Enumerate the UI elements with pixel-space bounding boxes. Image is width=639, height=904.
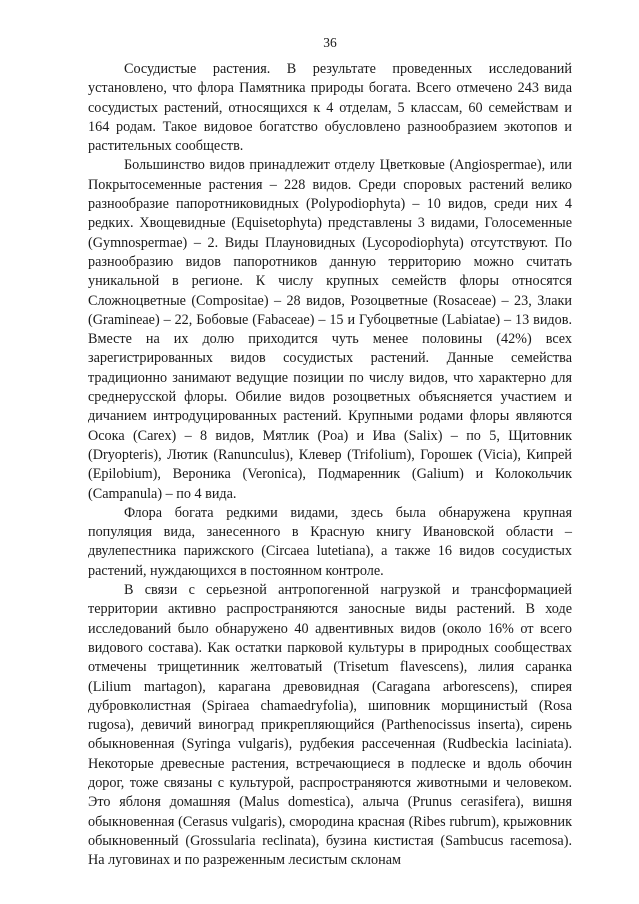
paragraph-rare-species: Флора богата редкими видами, здесь была обнаружена крупная популяция вида, занесенного в Красную книгу Ивановской области – двулепестника парижского (Circaea lutetiana), а также 16 видов сосудистых растений, нуждающихся в постоянном контроле. (88, 504, 572, 579)
paragraph-vascular-plants: Сосудистые растения. В результате проведенных исследований установлено, что флора Памятника природы богата. Всего отмечено 243 вида сосудистых растений, относящихся к 4 отделам, 5 классам, 60 семействам и 164 родам. Такое видовое богатство обусловлено разнообразием экотопов и растительных сообществ. (88, 61, 572, 155)
page-number: 36 (323, 35, 337, 50)
paragraph-flowering-plants: Большинство видов принадлежит отделу Цветковые (Angiospermae), или Покрытосеменные растения – 228 видов. Среди споровых растений велико разнообразие папоротниковидных (Polypodiophyta) – 10 видов, среди них 4 редких. Хвощевидные (Equisetophyta) представлены 3 видами, Голосеменные (Gymnospermae) – 2. Виды Плауновидных (Lycopodiophyta) отсутствуют. По разнообразию видов папоротников данную территорию можно считать уникальной в регионе. К числу крупных семейств флоры относятся Сложноцветные (Compositae) – 28 видов, Розоцветные (Rosaceae) – 23, Злаки (Gramineae) – 22, Бобовые (Fabaceae) – 15 и Губоцветные (Labiatae) – 13 видов. Вместе на их долю приходится чуть менее половины (42%) всех зарегистрированных видов сосудистых растений. Данные семейства традиционно занимают ведущие позиции по числу видов, что характерно для среднерусской флоры. Обилие видов розоцветных объясняется участием и дичанием интродуцированных растений. Крупными родами флоры являются Осока (Carex) – 8 видов, Мятлик (Poa) и Ива (Salix) – по 5, Щитовник (Dryopteris), Лютик (Ranunculus), Клевер (Trifolium), Горошек (Vicia), Кипрей (Epilobium), Вероника (Veronica), Подмаренник (Galium) и Колокольчик (Campanula) – по 4 вида. (88, 157, 572, 502)
document-page (88, 34, 572, 870)
paragraph-adventive-species: В связи с серьезной антропогенной нагрузкой и трансформацией территории активно распространяются заносные виды растений. В ходе исследований было обнаружено 40 адвентивных видов (около 16% от всего видового состава). Как остатки парковой культуры в природных сообществах отмечены трищетинник желтоватый (Trisetum flavescens), лилия саранка (Lilium martagon), карагана древовидная (Caragana arborescens), спирея дубровколистная (Spiraea chamaedryfolia), шиповник морщинистый (Rosa rugosa), девичий виноград прикрепляющийся (Parthenocissus inserta), сирень обыкновенная (Syringa vulgaris), рудбекия рассеченная (Rudbeckia laciniata). Некоторые древесные растения, встречающиеся в подлеске и вдоль обочин дорог, тоже связаны с культурой, распространяются животными и человеком. Это яблоня домашняя (Malus domestica), алыча (Prunus cerasifera), вишня обыкновенная (Cerasus vulgaris), смородина красная (Ribes rubrum), крыжовник обыкновенный (Grossularia reclinata), бузина кистистая (Sambucus racemosa). На луговинах и по разреженным лесистым склонам (88, 582, 572, 869)
